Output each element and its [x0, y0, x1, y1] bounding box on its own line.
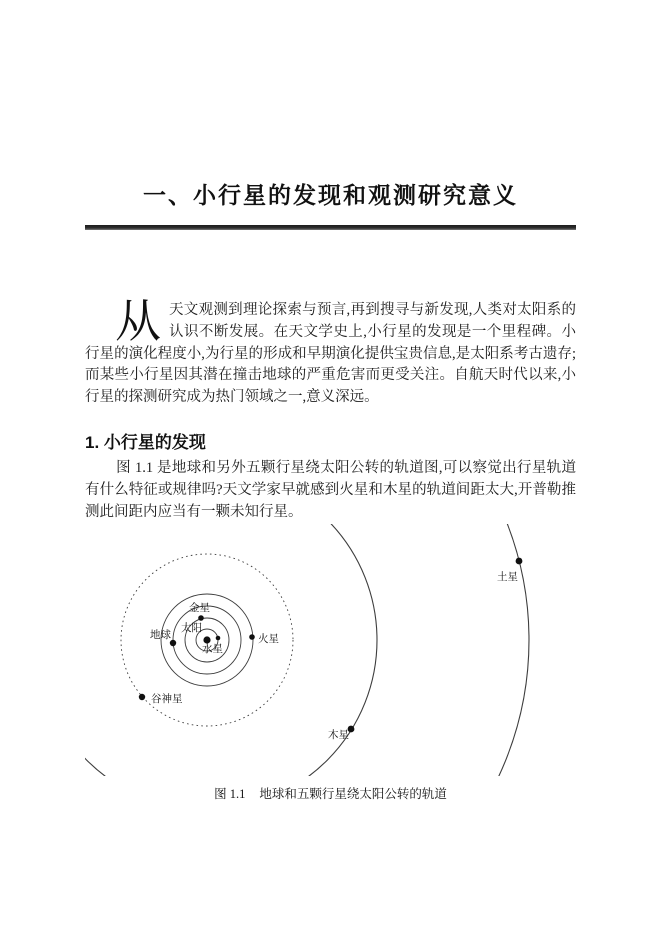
earth-label: 地球 — [150, 630, 171, 641]
saturn-dot — [516, 558, 523, 565]
intro-text: 天文观测到理论探索与预言,再到搜寻与新发现,人类对太阳系的认识不断发展。在天文学史上,小行星的发现是一个里程碑。小行星的演化程度小,为行星的形成和早期演化提供宝贵信息,是太阳系考古遗存;而某些小行星因其潜在撞击地球的严重危害而更受关注。自航天时代以来,小行星的探测研究成为热门领域之一,意义深远。 — [85, 302, 576, 406]
section-paragraph: 图 1.1 是地球和另外五颗行星绕太阳公转的轨道图,可以察觉出行星轨道有什么特征或规律吗?天文学家早就感到火星和木星的轨道间距太大,开普勒推测此间距内应当有一颗未知行星。 — [85, 460, 576, 520]
figure-caption-text: 地球和五颗行星绕太阳公转的轨道 — [259, 787, 447, 801]
saturn-label: 土星 — [497, 572, 518, 583]
sun-dot — [203, 636, 210, 643]
venus-label: 金星 — [189, 603, 210, 614]
mars-dot — [249, 634, 255, 640]
section-heading: 1. 小行星的发现 — [85, 433, 206, 452]
intro-paragraph — [85, 296, 576, 409]
figure-caption — [0, 784, 661, 802]
mercury-dot — [216, 636, 221, 641]
mercury-label: 水星 — [202, 644, 223, 655]
title-divider-rule — [85, 225, 576, 230]
mars-label: 火星 — [258, 634, 279, 645]
saturn-orbit — [85, 524, 529, 776]
figure-1-1 — [85, 524, 576, 776]
ceres-dot — [139, 694, 145, 700]
figure-caption-label: 图 1.1 — [214, 787, 246, 801]
jupiter-label: 木星 — [328, 730, 349, 741]
sun-label: 太阳 — [181, 623, 202, 634]
dropcap-character: 从 — [115, 296, 161, 347]
ceres-label: 谷神星 — [151, 694, 183, 705]
orbit-diagram — [85, 524, 576, 776]
page-title: 一、小行星的发现和观测研究意义 — [143, 182, 518, 209]
venus-dot — [198, 615, 204, 621]
